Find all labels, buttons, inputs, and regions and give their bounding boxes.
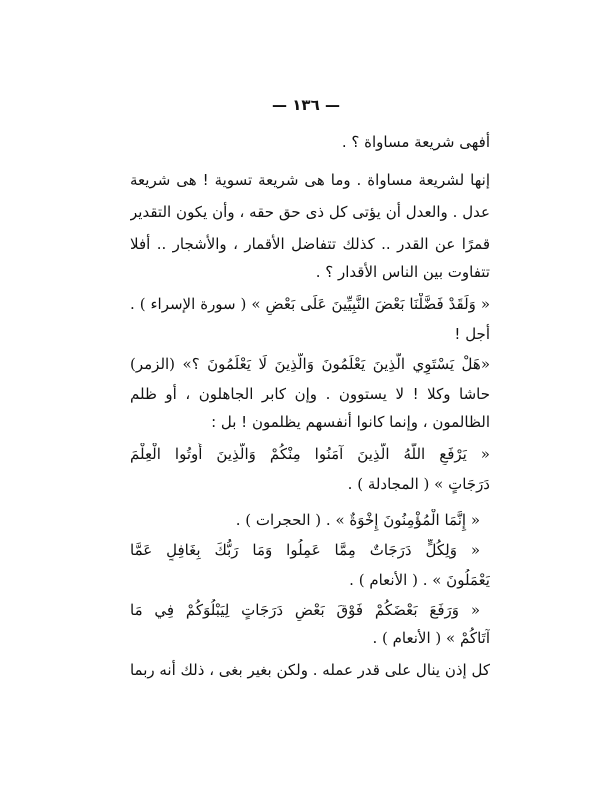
quran-quote-line: « وَلِكُلٍّ دَرَجَاتٌ مِمَّا عَمِلُوا وَمَا رَبُّكَ بِغَافِلٍ عَمَّا [130,541,480,559]
quran-quote-line: « وَلَقَدْ فَضَّلْنَا بَعْضَ النَّبِيِّينَ عَلَى بَعْضٍ » ( سورة الإسراء ) . [130,295,490,313]
question-line: أفهى شريعة مساواة ؟ . [341,133,490,151]
paragraph-line: قمرًا عن القدر .. كذلك تتفاضل الأقمار ، والأشجار .. أفلا [130,235,490,253]
quran-quote-line: «هَلْ يَسْتَوِي الَّذِينَ يَعْلَمُونَ وَالَّذِينَ لَا يَعْلَمُونَ ؟» (الزمر) [130,355,490,373]
paragraph-line: عدل . والعدل أن يؤتى كل ذى حق حقه ، وأن يكون التقدير [130,203,490,221]
page-number: — ١٣٦ — [272,96,340,114]
paragraph-line: أجل ! [454,325,490,343]
paragraph-line: إنها لشريعة مساواة . وما هى شريعة تسوية ! هى شريعة [130,171,490,189]
quran-quote-line: آتَاكُمْ » ( الأنعام ) . [372,629,490,647]
quran-quote-line: « إِنَّمَا الْمُؤْمِنُونَ إِخْوَةٌ » . ( الحجرات ) . [235,511,480,529]
quran-quote-line: « يَرْفَعِ اللَّهُ الَّذِينَ آمَنُوا مِنْكُمْ وَالَّذِينَ أُوتُوا الْعِلْمَ [130,445,490,463]
quran-quote-line: يَعْمَلُونَ » . ( الأنعام ) . [349,571,490,589]
quran-quote-line: « وَرَفَعَ بَعْضَكُمْ فَوْقَ بَعْضٍ دَرَجَاتٍ لِيَبْلُوَكُمْ فِي مَا [130,601,480,619]
paragraph-line: كل إذن ينال على قدر عمله . ولكن بغير بغى ، ذلك أنه ربما [130,661,490,679]
paragraph-line: تتفاوت بين الناس الأقدار ؟ . [315,263,490,281]
quran-quote-line: دَرَجَاتٍ » ( المجادلة ) . [347,475,490,493]
paragraph-line: الظالمون ، وإنما كانوا أنفسهم يظلمون ! بل : [211,413,490,431]
paragraph-line: حاشا وكلا ! لا يستوون . وإن كابر الجاهلون ، أو ظلم [130,385,490,403]
